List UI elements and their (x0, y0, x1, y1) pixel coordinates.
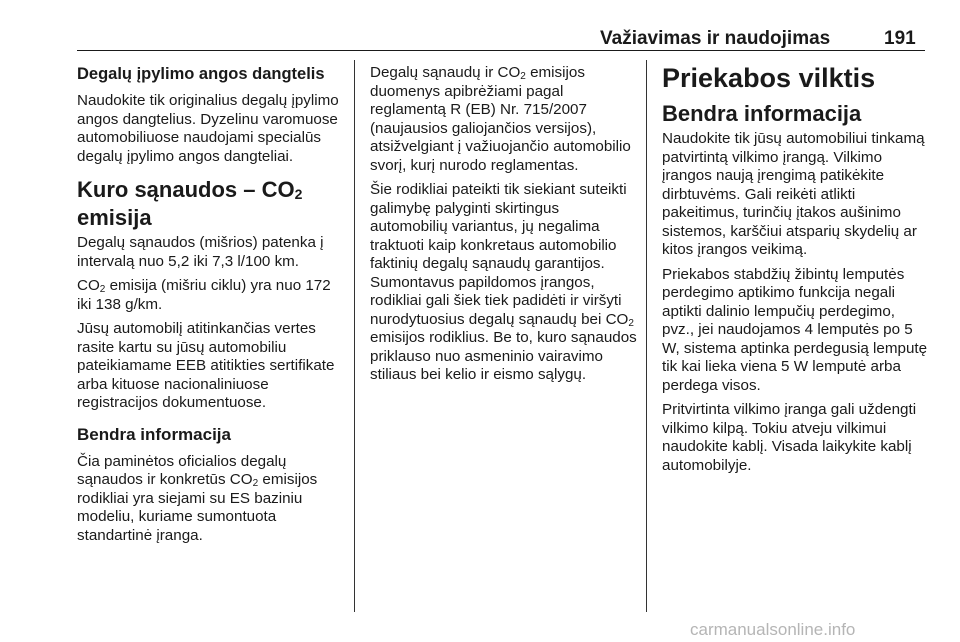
text-regulation-rest: emisijos duomenys apibrėžiami pagal reglamentą R (EB) Nr. 715/2007 (naujausios galiojančios versijos), atsižvelgiant į važiuojančio automobilio svorį, kurį nurodo reglamentas. (370, 64, 631, 174)
heading-fuel-consumption-text-2: emisija (77, 205, 152, 230)
text-co2: CO (77, 277, 100, 294)
heading-general-info: Bendra informacija (77, 424, 231, 444)
co2-subscript: 2 (252, 478, 259, 489)
column-right (662, 64, 928, 481)
heading-fuel-consumption (77, 176, 345, 232)
watermark: carmanualsonline.info (690, 620, 856, 639)
paragraph-regulation (370, 64, 638, 175)
heading-trailer-towing: Priekabos vilktis (662, 63, 876, 93)
paragraph-fuel-cap: Naudokite tik originalius degalų įpylimo angos dangtelius. Dyzelinu varomuose automobiliuose naudojami specialūs degalų įpylimo angos dangteliai. (77, 92, 339, 165)
paragraph-brake-lights: Priekabos stabdžių žibintų lemputės perdegimo aptikimo funkcija negali aptikti dalinio lempučių perdegimo, pvz., jei naudojamos 4 lemputės po 5 W, sistema aptinka perdegusią lemputę tik kai lieka viena 5 W lemputė arba perdega visos. (662, 265, 928, 394)
text-official-consumption: Čia paminėtos oficialios degalų sąnaudos ir konkretūs CO (77, 452, 287, 488)
paragraph-comparison (370, 181, 638, 385)
paragraph-towing-eye: Pritvirtinta vilkimo įranga gali uždengti vilkimo kilpą. Tokiu atveju vilkimui naudokite kablį. Visada laikykite kablį automobilyje. (662, 401, 917, 474)
paragraph-towing-equipment: Naudokite tik jūsų automobiliui tinkamą patvirtintą vilkimo įrangą. Vilkimo įrangos naują įrengimą patikėkite dirbtuvėms. Gali reikėti atlikti pakeitimus, turinčių įtakos aušinimo sistemos, karščiui atsparių skydelių ar kitos įrangos veikimą. (662, 130, 925, 258)
paragraph-official-consumption (77, 453, 345, 546)
text-co2-rest: emisija (mišriu ciklu) yra nuo 172 iki 138 g/km. (77, 277, 331, 313)
column-middle (370, 64, 638, 391)
heading-fuel-cap: Degalų įpylimo angos dangtelis (77, 65, 325, 83)
paragraph-consumption-range: Degalų sąnaudos (mišrios) patenka į intervalą nuo 5,2 iki 7,3 l/100 km. (77, 234, 324, 270)
co2-subscript: 2 (520, 71, 526, 82)
header-rule (77, 50, 925, 51)
paragraph-co2-range (77, 277, 345, 314)
text-comparison: Šie rodikliai pateikti tik siekiant suteikti galimybę palyginti skirtingus automobilių variantus, jų negalima traktuoti kaip konkretaus automobilio faktinių degalų sąnaudų garantijos. Sumontavus papildomos įrangos, rodikliai gali šiek tiek padidėti ir viršyti nurodytuosius degalų sąnaudų bei CO (370, 181, 629, 328)
text-comparison-rest: emisijos rodiklius. Be to, kuro sąnaudos priklauso nuo asmeninio vairavimo stiliaus bei kelio ir eismo sąlygų. (370, 329, 637, 383)
co2-subscript: 2 (294, 186, 303, 202)
page-number: 191 (884, 28, 916, 49)
co2-subscript: 2 (628, 317, 634, 329)
column-left (77, 64, 345, 551)
co2-subscript: 2 (99, 284, 106, 295)
paragraph-eeb-certificate: Jūsų automobilį atitinkančias vertes rasite kartu su jūsų automobiliu pateikiamame EEB atitikties sertifikate arba kituose nacionaliniuose registracijos dokumentuose. (77, 320, 335, 411)
column-divider-2 (646, 60, 647, 612)
heading-general-info-right: Bendra informacija (662, 101, 862, 126)
text-official-consumption-rest: emisijos rodikliai yra siejami su ES baziniu modeliu, kuriame sumontuota standartinė įranga. (77, 471, 318, 544)
header-title: Važiavimas ir naudojimas (600, 28, 831, 49)
heading-fuel-consumption-text: Kuro sąnaudos – CO (77, 177, 295, 202)
column-divider-1 (354, 60, 355, 612)
text-regulation: Degalų sąnaudų ir CO (370, 64, 521, 81)
